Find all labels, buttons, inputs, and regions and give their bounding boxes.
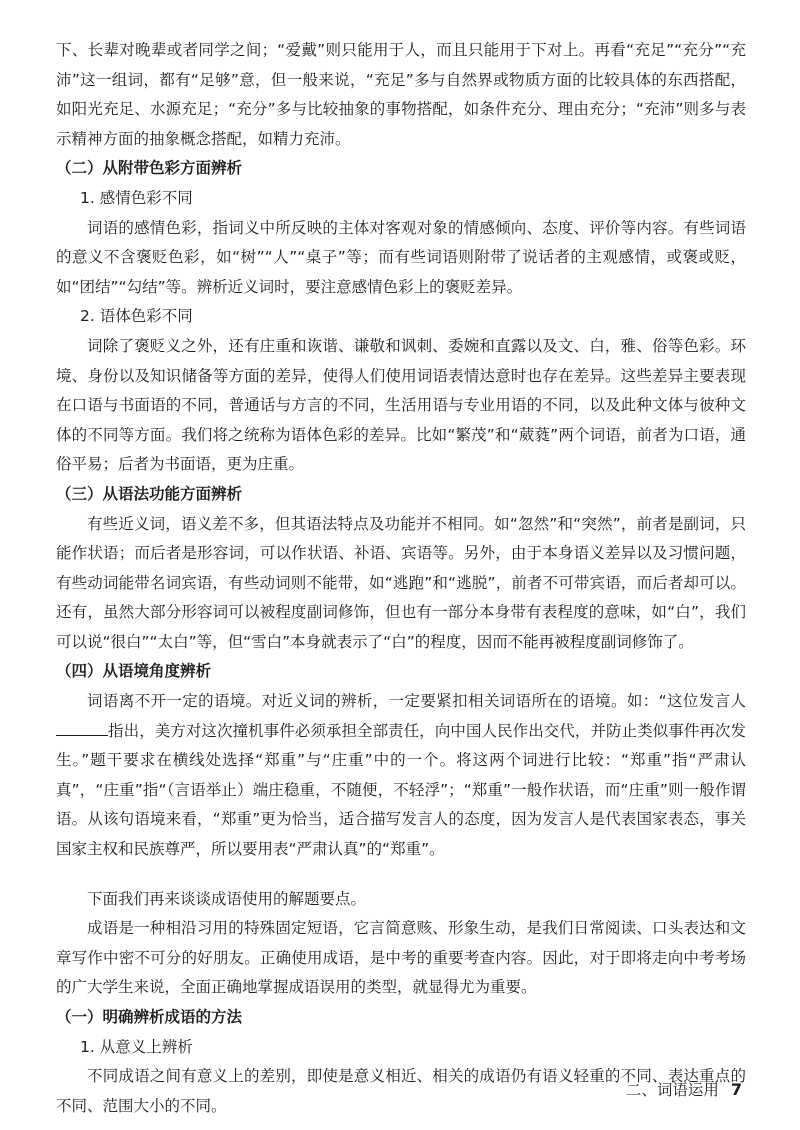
page-number: 7 <box>730 1080 742 1099</box>
paragraph: 有些近义词，语义差不多，但其语法特点及功能并不相同。如“忽然”和“突然”，前者是副词，只能作状语；而后者是形容词，可以作状语、补语、宾语等。另外，由于本身语义差异以及习惯问题，有些动词能带名词宾语，有些动词则不能带，如“逃跑”和“逃脱”，前者不可带宾语，而后者却可以。还有，虽然大部分形容词可以被程度副词修饰，但也有一部分本身带有表程度的意味，如“白”，我们可以说“很白”“太白”等，但“雪白”本身就表示了“白”的程度，因而不能再被程度副词修饰了。 <box>56 514 746 651</box>
paragraph: 不同成语之间有意义上的差别，即使是意义相近、相关的成语仍有语义轻重的不同、表达重点的不同、范围大小的不同。 <box>56 1067 746 1115</box>
spacer <box>56 865 746 885</box>
document-body <box>56 36 746 1121</box>
paragraph-part: 词语离不开一定的语境。对近义词的辨析，一定要紧扣相关词语所在的语境。如：“这位发言人 <box>87 692 746 711</box>
paragraph: 成语是一种相沿习用的特殊固定短语，它言简意赅、形象生动，是我们日常阅读、口头表达和文章写作中密不可分的好朋友。正确使用成语，是中考的重要考查内容。因此，对于即将走向中考考场的广大学生来说，全面正确地掌握成语误用的类型，就显得尤为重要。 <box>56 919 746 997</box>
paragraph <box>56 687 746 865</box>
fill-in-blank <box>56 721 108 736</box>
subsection-heading: 1. 从意义上辨析 <box>80 1037 193 1056</box>
paragraph: 词语的感情色彩，指词义中所反映的主体对客观对象的情感倾向、态度、评价等内容。有些词语的意义不含褒贬色彩，如“树”“人”“桌子”等；而有些词语则附带了说话者的主观感情，或褒或贬，如“团结”“勾结”等。辨析近义词时，要注意感情色彩上的褒贬差异。 <box>56 218 746 296</box>
section-heading: （一）明确辨析成语的方法 <box>56 1008 243 1026</box>
subsection-heading: 1. 感情色彩不同 <box>80 188 193 207</box>
subsection-heading: 2. 语体色彩不同 <box>80 307 193 326</box>
paragraph: 词除了褒贬义之外，还有庄重和诙谐、谦敬和讽刺、委婉和直露以及文、白，雅、俗等色彩。环境、身份以及知识储备等方面的差异，使得人们使用词语表情达意时也存在差异。这些差异主要表现在口语与书面语的不同，普通话与方言的不同，生活用语与专业用语的不同，以及此种文体与彼种文体的不同等方面。我们将之统称为语体色彩的差异。比如“繁茂”和“葳蕤”两个词语，前者为口语，通俗平易；后者为书面语，更为庄重。 <box>56 336 746 474</box>
section-heading: （三）从语法功能方面辨析 <box>56 484 243 503</box>
paragraph: 下面我们再来谈谈成语使用的解题要点。 <box>87 889 367 908</box>
paragraph: 下、长辈对晚辈或者同学之间；“爱戴”则只能用于人，而且只能用于下对上。再看“充足”“充分”“充沛”这一组词，都有“足够”意，但一般来说，“充足”多与自然界或物质方面的比较具体的东西搭配，如阳光充足、水源充足；“充分”多与比较抽象的事物搭配，如条件充分、理由充分；“充沛”则多与表示精神方面的抽象概念搭配，如精力充沛。 <box>56 41 746 148</box>
section-heading: （四）从语境角度辨析 <box>56 662 212 681</box>
paragraph-part: 指出，美方对这次撞机事件必须承担全部责任，向中国人民作出交代，并防止类似事件再次发生。”题干要求在横线处选择“郑重”与“庄重”中的一个。将这两个词进行比较：“郑重”指“严肃认真”，“庄重”指“（言语举止）端庄稳重，不随便，不轻浮”；“郑重”一般作状语，而“庄重”则一般作谓语。从该句语境来看，“郑重”更为恰当，适合描写发言人的态度，因为发言人是代表国家表态，事关国家主权和民族尊严，所以要用表“严肃认真”的“郑重”。 <box>56 721 746 859</box>
footer-section-title: 二、词语运用 <box>625 1081 719 1099</box>
page-footer <box>0 1078 742 1100</box>
section-heading: （二）从附带色彩方面辨析 <box>56 159 243 178</box>
